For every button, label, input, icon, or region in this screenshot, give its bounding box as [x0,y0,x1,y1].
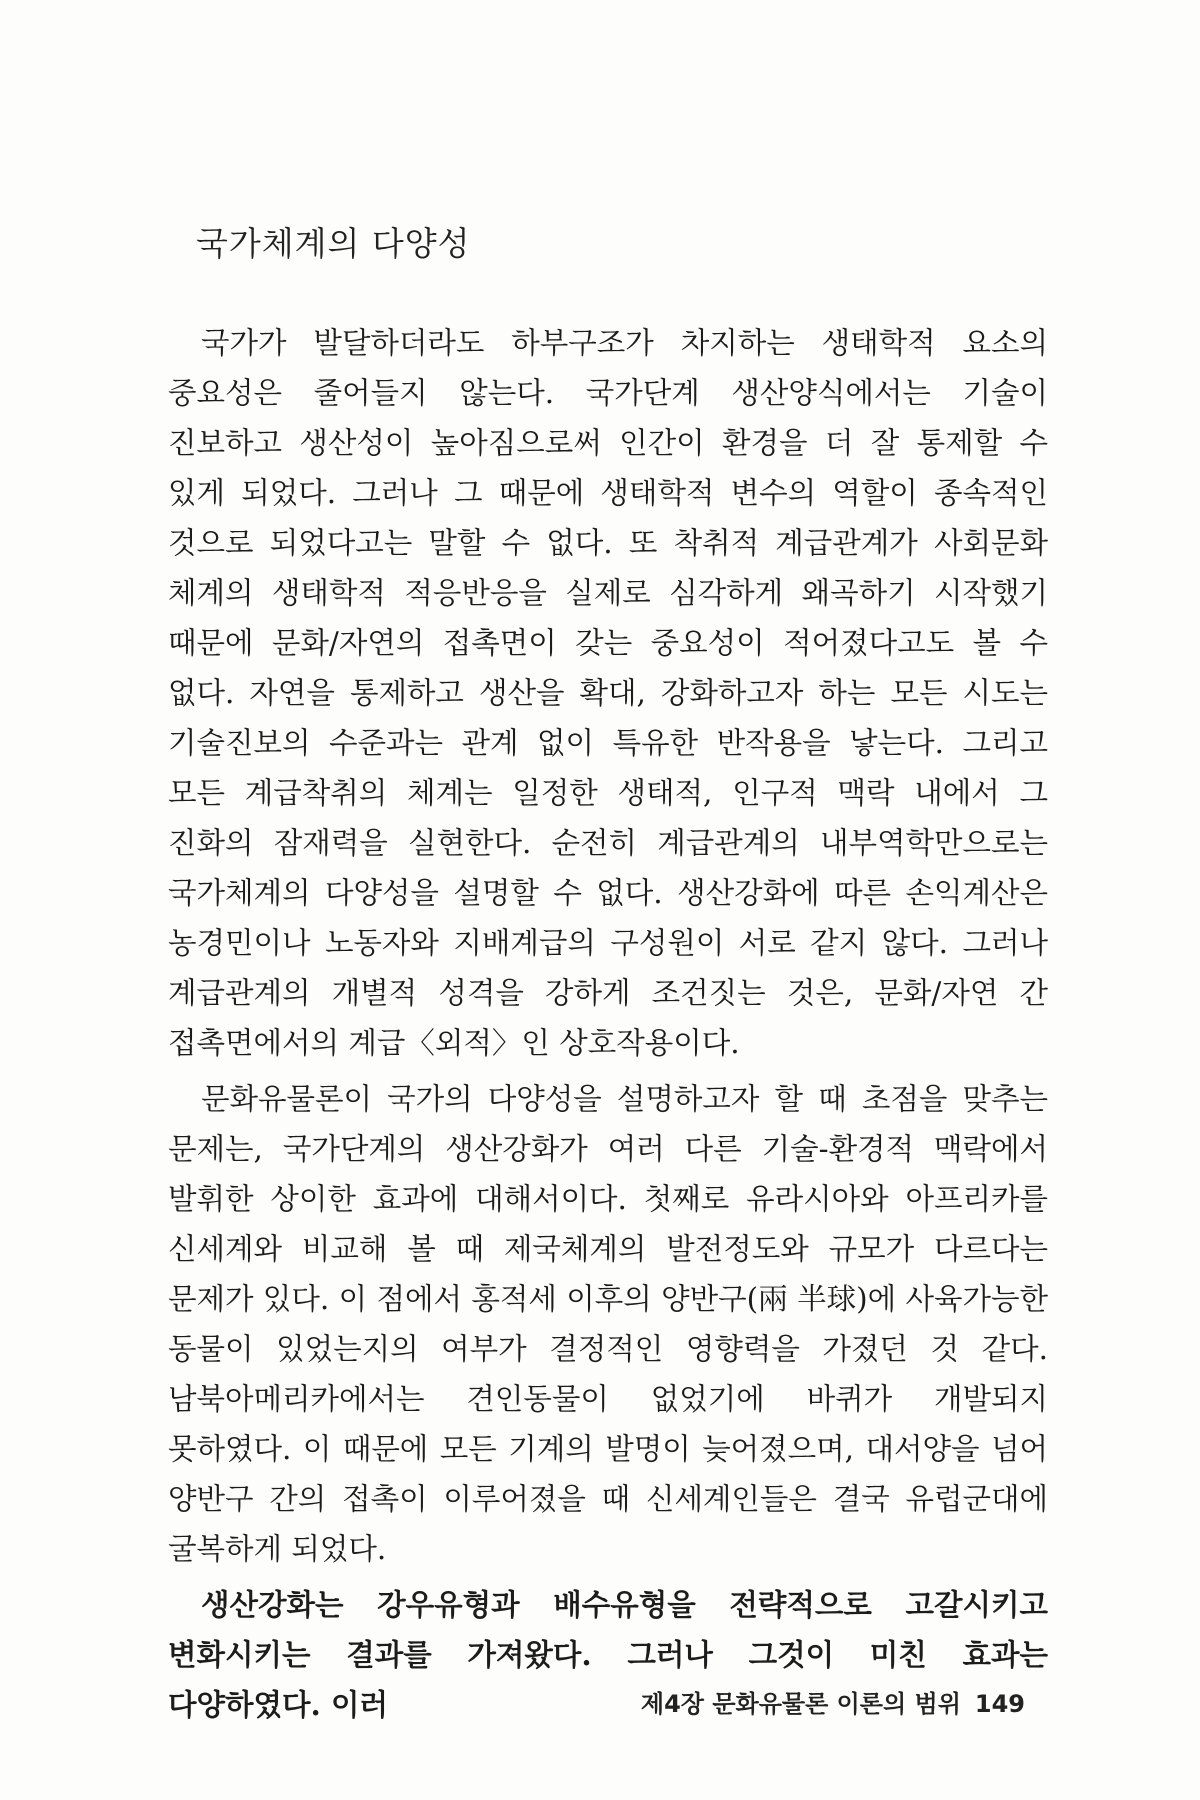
paragraph-1: 국가가 발달하더라도 하부구조가 차지하는 생태학적 요소의 중요성은 줄어들지 않는다. 국가단계 생산양식에서는 기술이 진보하고 생산성이 높아짐으로써 인간이 환경을 더 잘 통제할 수 있게 되었다. 그러나 그 때문에 생태학적 변수의 역할이 종속적인 것으로 되었다고는 말할 수 없다. 또 착취적 계급관계가 사회문화 체계의 생태학적 적응반응을 실제로 심각하게 왜곡하기 시작했기 때문에 문화/자연의 접촉면이 갖는 중요성이 적어졌다고도 볼 수 없다. 자연을 통제하고 생산을 확대, 강화하고자 하는 모든 시도는 기술진보의 수준과는 관계 없이 특유한 반작용을 낳는다. 그리고 모든 계급착취의 체계는 일정한 생태적, 인구적 맥락 내에서 그 진화의 잠재력을 실현한다. 순전히 계급관계의 내부역학만으로는 국가체계의 다양성을 설명할 수 없다. 생산강화에 따른 손익계산은 농경민이나 노동자와 지배계급의 구성원이 서로 같지 않다. 그러나 계급관계의 개별적 성격을 강하게 조건짓는 것은, 문화/자연 간 접촉면에서의 계급〈외적〉인 상호작용이다. [168,326,1048,1060]
running-head: 제4장 문화유물론 이론의 범위 [640,1690,961,1718]
page-number: 149 [974,1690,1025,1718]
page-footer [641,1684,1025,1719]
body-text [168,318,1048,1736]
paragraph-3: 생산강화는 강우유형과 배수유형을 전략적으로 고갈시키고 변화시키는 결과를 가져왔다. 그러나 그것이 미친 효과는 다양하였다. 이러 [168,1587,1048,1722]
paragraph-2: 문화유물론이 국가의 다양성을 설명하고자 할 때 초점을 맞추는 문제는, 국가단계의 생산강화가 여러 다른 기술-환경적 맥락에서 발휘한 상이한 효과에 대해서이다. 첫째로 유라시아와 아프리카를 신세계와 비교해 볼 때 제국체계의 발전정도와 규모가 다르다는 문제가 있다. 이 점에서 홍적세 이후의 양반구(兩 半球)에 사육가능한 동물이 있었는지의 여부가 결정적인 영향력을 가졌던 것 같다. 남북아메리카에서는 견인동물이 없었기에 바퀴가 개발되지 못하였다. 이 때문에 모든 기계의 발명이 늦어졌으며, 대서양을 넘어 양반구 간의 접촉이 이루어졌을 때 신세계인들은 결국 유럽군대에 굴복하게 되었다. [168,1082,1048,1566]
section-title: 국가체계의 다양성 [196,224,471,263]
